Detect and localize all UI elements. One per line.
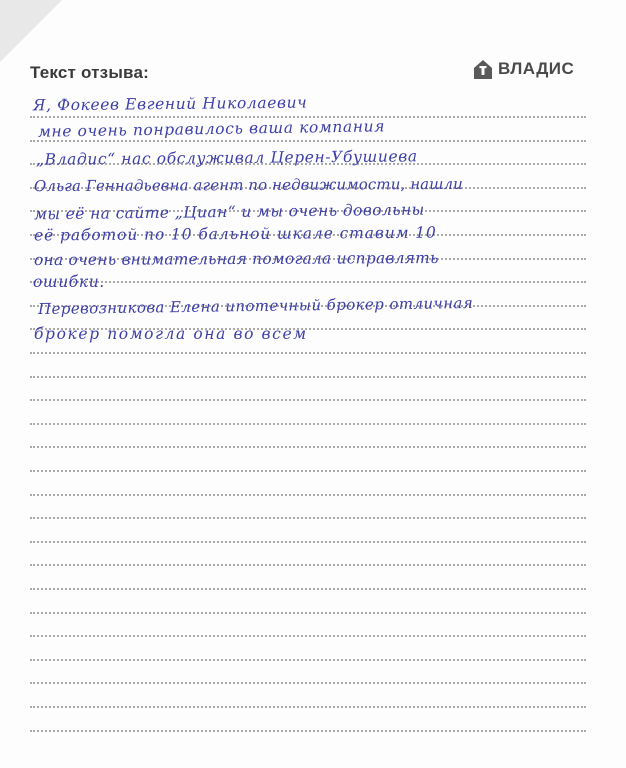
ruled-line (30, 612, 586, 614)
ruled-line (30, 517, 586, 519)
handwritten-line-10: брокер помогла она во всем (34, 325, 308, 343)
vladis-logo (472, 58, 574, 80)
ruled-line (30, 140, 586, 142)
ruled-line (30, 446, 586, 448)
ruled-line (30, 635, 586, 637)
folded-corner (0, 0, 62, 62)
handwritten-line-5: мы её на сайте „Циан“ и мы очень довольны (33, 200, 425, 224)
ruled-line (30, 376, 586, 378)
ruled-line (30, 564, 586, 566)
ruled-line (30, 399, 586, 401)
ruled-line (30, 730, 586, 732)
ruled-line (30, 352, 586, 354)
handwritten-line-8: ошибки. (33, 273, 105, 291)
handwritten-line-6: её работой по 10 бальной шкале ставим 10 (33, 223, 437, 245)
ruled-line (30, 541, 586, 543)
ruled-line (30, 494, 586, 496)
handwritten-line-7: она очень внимательная помогала исправлять (33, 248, 439, 270)
handwritten-line-2: мне очень понравилось ваша компания (37, 117, 386, 141)
ruled-line (30, 682, 586, 684)
ruled-line (30, 281, 586, 283)
ruled-line (30, 588, 586, 590)
house-icon (472, 58, 494, 80)
handwritten-line-4: Ольга Геннадьевна агент по недвижимости, нашли (33, 174, 463, 196)
ruled-line (30, 423, 586, 425)
handwritten-line-1: Я, Фокеев Евгений Николаевич (32, 93, 308, 115)
logo-text: ВЛАДИС (498, 59, 575, 78)
handwritten-line-9: Перевозникова Елена ипотечный брокер отличная (37, 293, 474, 319)
review-text-heading: Текст отзыва: (30, 63, 149, 82)
handwritten-line-3: „Владис“ нас обслуживал Церен-Убушиева (35, 147, 418, 169)
ruled-line (30, 659, 586, 661)
ruled-line (30, 470, 586, 472)
ruled-line (30, 706, 586, 708)
